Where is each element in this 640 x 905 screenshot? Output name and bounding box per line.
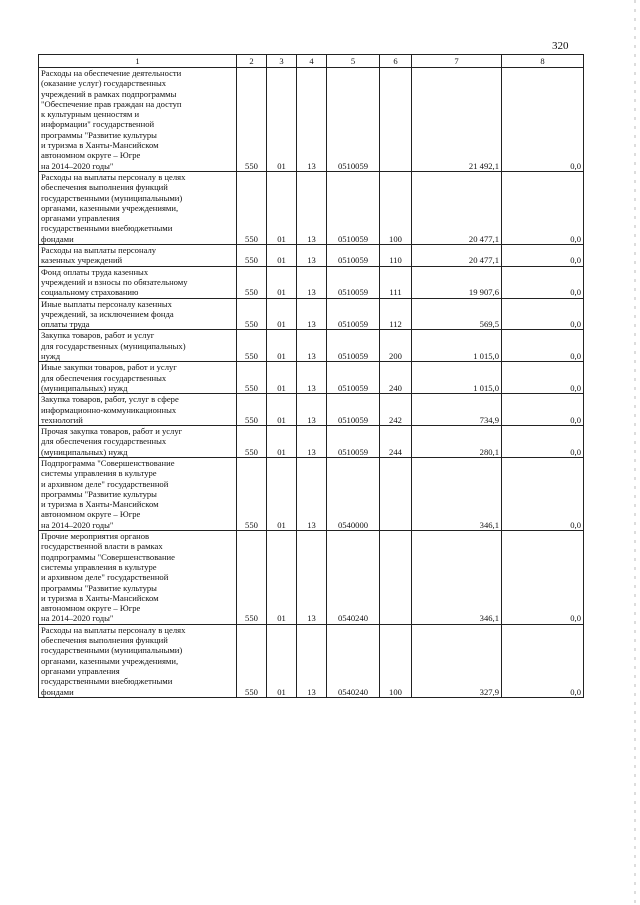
cell-amount-2: 0,0 (502, 394, 584, 426)
cell-section: 01 (267, 394, 297, 426)
cell-amount: 20 477,1 (412, 245, 502, 267)
cell-target-article: 0510059 (327, 394, 380, 426)
table-row (39, 362, 584, 394)
table-row (39, 531, 584, 625)
cell-target-article: 0540000 (327, 457, 380, 530)
header-col-1: 1 (39, 55, 237, 68)
cell-amount-2: 0,0 (502, 330, 584, 362)
budget-table (38, 54, 584, 698)
cell-target-article: 0510059 (327, 362, 380, 394)
cell-ministry-code: 550 (237, 531, 267, 625)
cell-expense-type: 110 (380, 245, 412, 267)
cell-amount-2: 0,0 (502, 245, 584, 267)
header-col-7: 7 (412, 55, 502, 68)
cell-amount-2: 0,0 (502, 457, 584, 530)
cell-amount: 569,5 (412, 298, 502, 330)
cell-expense-type: 240 (380, 362, 412, 394)
cell-section: 01 (267, 330, 297, 362)
cell-subsection: 13 (297, 171, 327, 244)
cell-ministry-code: 550 (237, 394, 267, 426)
cell-ministry-code: 550 (237, 68, 267, 172)
cell-target-article: 0510059 (327, 426, 380, 458)
cell-ministry-code: 550 (237, 298, 267, 330)
cell-subsection: 13 (297, 531, 327, 625)
cell-expense-type: 242 (380, 394, 412, 426)
table-row (39, 426, 584, 458)
table-row (39, 624, 584, 697)
row-name: Иные закупки товаров, работ и услуг для обеспечения государственных (муниципальных) нужд (39, 362, 237, 394)
cell-subsection: 13 (297, 394, 327, 426)
cell-amount-2: 0,0 (502, 266, 584, 298)
cell-target-article: 0510059 (327, 266, 380, 298)
cell-target-article: 0510059 (327, 68, 380, 172)
table-row (39, 394, 584, 426)
cell-section: 01 (267, 362, 297, 394)
cell-section: 01 (267, 245, 297, 267)
header-col-4: 4 (297, 55, 327, 68)
cell-expense-type: 111 (380, 266, 412, 298)
cell-subsection: 13 (297, 68, 327, 172)
cell-ministry-code: 550 (237, 330, 267, 362)
cell-amount-2: 0,0 (502, 298, 584, 330)
row-name: Подпрограмма "Совершенствование системы управления в культуре и архивном деле" государственной программы "Развитие культуры и туризма в Ханты-Мансийском автономном округе – Югре на 2014–2020 годы" (39, 457, 237, 530)
cell-subsection: 13 (297, 298, 327, 330)
row-name: Закупка товаров, работ, услуг в сфере информационно-коммуникационных технологий (39, 394, 237, 426)
header-col-2: 2 (237, 55, 267, 68)
header-col-8: 8 (502, 55, 584, 68)
cell-subsection: 13 (297, 266, 327, 298)
cell-section: 01 (267, 531, 297, 625)
cell-ministry-code: 550 (237, 362, 267, 394)
row-name: Расходы на обеспечение деятельности (оказание услуг) государственных учреждений в рамках подпрограммы "Обеспечение прав граждан на доступ к культурным ценностям и информации" государственной программы "Развитие культуры и туризма в Ханты-Мансийском автономном округе – Югре на 2014–2020 годы" (39, 68, 237, 172)
cell-ministry-code: 550 (237, 266, 267, 298)
cell-section: 01 (267, 457, 297, 530)
table-row (39, 330, 584, 362)
cell-ministry-code: 550 (237, 245, 267, 267)
cell-subsection: 13 (297, 624, 327, 697)
cell-subsection: 13 (297, 245, 327, 267)
cell-section: 01 (267, 624, 297, 697)
row-name: Прочая закупка товаров, работ и услуг для обеспечения государственных (муниципальных) нужд (39, 426, 237, 458)
table-row (39, 171, 584, 244)
cell-subsection: 13 (297, 426, 327, 458)
header-col-3: 3 (267, 55, 297, 68)
cell-expense-type: 100 (380, 171, 412, 244)
cell-amount: 20 477,1 (412, 171, 502, 244)
cell-section: 01 (267, 298, 297, 330)
cell-target-article: 0510059 (327, 171, 380, 244)
cell-amount: 1 015,0 (412, 330, 502, 362)
row-name: Расходы на выплаты персоналу в целях обеспечения выполнения функций государственными (муниципальными) органами, казенными учреждениями, органами управления государственными внебюджетными фондами (39, 171, 237, 244)
cell-amount-2: 0,0 (502, 362, 584, 394)
cell-ministry-code: 550 (237, 457, 267, 530)
cell-amount-2: 0,0 (502, 531, 584, 625)
row-name: Закупка товаров, работ и услуг для государственных (муниципальных) нужд (39, 330, 237, 362)
cell-ministry-code: 550 (237, 624, 267, 697)
cell-expense-type: 100 (380, 624, 412, 697)
table-row (39, 245, 584, 267)
scan-edge-mark (634, 0, 636, 905)
cell-target-article: 0540240 (327, 624, 380, 697)
row-name: Фонд оплаты труда казенных учреждений и взносы по обязательному социальному страхованию (39, 266, 237, 298)
header-row (39, 55, 584, 68)
cell-subsection: 13 (297, 457, 327, 530)
cell-target-article: 0510059 (327, 330, 380, 362)
cell-expense-type (380, 457, 412, 530)
cell-amount: 19 907,6 (412, 266, 502, 298)
cell-section: 01 (267, 171, 297, 244)
table-row (39, 68, 584, 172)
cell-section: 01 (267, 266, 297, 298)
cell-amount-2: 0,0 (502, 68, 584, 172)
row-name: Иные выплаты персоналу казенных учреждений, за исключением фонда оплаты труда (39, 298, 237, 330)
header-col-6: 6 (380, 55, 412, 68)
cell-expense-type: 200 (380, 330, 412, 362)
cell-amount: 734,9 (412, 394, 502, 426)
cell-amount-2: 0,0 (502, 426, 584, 458)
page-number: 320 (552, 40, 569, 52)
cell-amount: 1 015,0 (412, 362, 502, 394)
row-name: Расходы на выплаты персоналу казенных учреждений (39, 245, 237, 267)
cell-amount: 280,1 (412, 426, 502, 458)
cell-target-article: 0540240 (327, 531, 380, 625)
cell-section: 01 (267, 426, 297, 458)
cell-amount: 327,9 (412, 624, 502, 697)
cell-expense-type (380, 531, 412, 625)
cell-target-article: 0510059 (327, 298, 380, 330)
cell-amount-2: 0,0 (502, 624, 584, 697)
cell-expense-type: 244 (380, 426, 412, 458)
row-name: Расходы на выплаты персоналу в целях обеспечения выполнения функций государственными (муниципальными) органами, казенными учреждениями, органами управления государственными внебюджетными фондами (39, 624, 237, 697)
cell-expense-type (380, 68, 412, 172)
cell-amount: 21 492,1 (412, 68, 502, 172)
cell-amount: 346,1 (412, 531, 502, 625)
header-col-5: 5 (327, 55, 380, 68)
row-name: Прочие мероприятия органов государственной власти в рамках подпрограммы "Совершенствование системы управления в культуре и архивном деле" государственной программы "Развитие культуры и туризма в Ханты-Мансийском автономном округе – Югре на 2014–2020 годы" (39, 531, 237, 625)
cell-subsection: 13 (297, 362, 327, 394)
cell-ministry-code: 550 (237, 426, 267, 458)
cell-amount: 346,1 (412, 457, 502, 530)
table-row (39, 266, 584, 298)
cell-expense-type: 112 (380, 298, 412, 330)
cell-amount-2: 0,0 (502, 171, 584, 244)
cell-subsection: 13 (297, 330, 327, 362)
table-row (39, 298, 584, 330)
cell-ministry-code: 550 (237, 171, 267, 244)
cell-section: 01 (267, 68, 297, 172)
table-row (39, 457, 584, 530)
cell-target-article: 0510059 (327, 245, 380, 267)
